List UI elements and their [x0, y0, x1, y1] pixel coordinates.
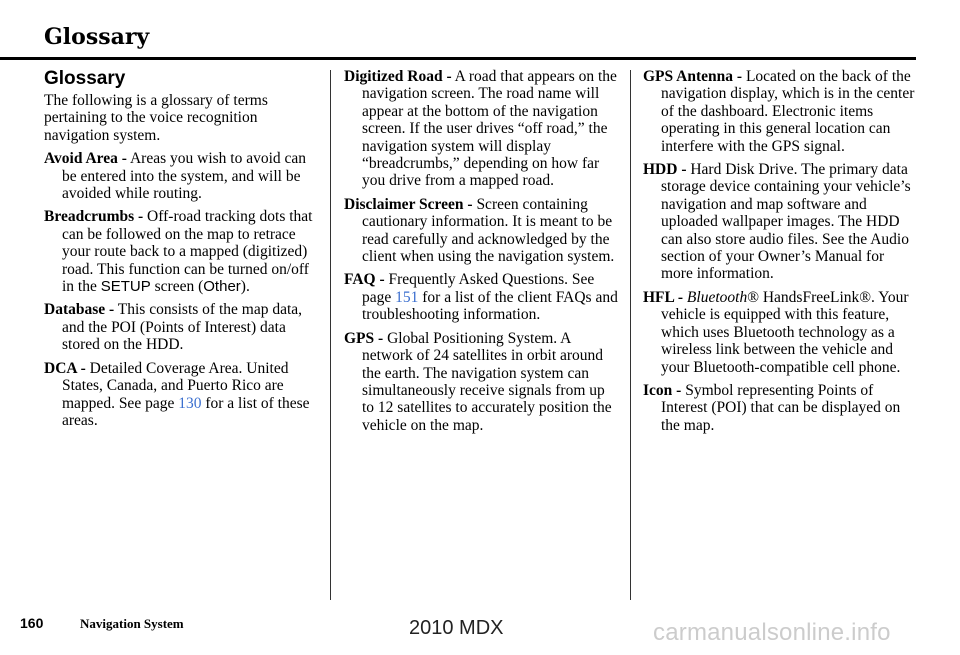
- term-breadcrumbs: Breadcrumbs -: [44, 208, 144, 226]
- definition-hfl: ® HandsFreeLink®. Your vehicle is equipped with this feature, which uses Bluetooth technology as a wireless link between the vehicle and your Bluetooth-compatible cell phone.: [661, 288, 909, 376]
- definition-database: This consists of the map data, and the POI (Points of Interest) data stored on the HDD.: [62, 301, 303, 354]
- footer-label: Navigation System: [80, 616, 184, 631]
- intro-paragraph: The following is a glossary of terms pertaining to the voice recognition navigation system.: [44, 92, 268, 144]
- entry-icon: [643, 382, 919, 434]
- definition-gps-antenna: Located on the back of the navigation display, which is in the center of the dashboard. Electronic items operating in this general location can interfere with the GPS signal.: [661, 68, 915, 155]
- term-hfl: HFL -: [643, 288, 684, 306]
- setup-label: SETUP: [100, 278, 151, 296]
- term-dca: DCA -: [44, 359, 86, 377]
- term-icon: Icon -: [643, 381, 682, 399]
- term-gps: GPS -: [344, 329, 384, 347]
- definition-faq-b: for a list of the client FAQs and troubleshooting information.: [362, 288, 618, 324]
- page-number: 160: [20, 615, 44, 631]
- term-gps-antenna: GPS Antenna -: [643, 68, 743, 85]
- entry-faq: [344, 271, 618, 323]
- definition-icon: Symbol representing Points of Interest (POI) that can be displayed on the map.: [661, 381, 901, 434]
- entry-hdd: [643, 161, 919, 283]
- entry-digitized-road: [344, 68, 618, 190]
- definition-faq: Frequently Asked Questions. See page: [362, 271, 595, 306]
- page-title: Glossary: [44, 24, 150, 50]
- term-hdd: HDD -: [643, 161, 687, 179]
- column-2: [344, 68, 618, 440]
- term-database: Database -: [44, 301, 115, 319]
- entry-hfl: [643, 289, 919, 376]
- column-1: [44, 68, 322, 435]
- definition-breadcrumbs-b: screen (: [150, 278, 204, 296]
- header-rule: [0, 57, 916, 60]
- other-label: Other: [203, 278, 241, 296]
- watermark-model: 2010 MDX: [409, 617, 504, 639]
- column-3: [643, 68, 919, 440]
- page-link-130[interactable]: 130: [178, 394, 202, 412]
- column-divider-2: [630, 70, 631, 600]
- term-digitized-road: Digitized Road -: [344, 68, 452, 85]
- column-divider-1: [330, 70, 331, 600]
- definition-hdd: Hard Disk Drive. The primary data storage device containing your vehicle’s navigation and map software and uploaded wallpaper images. The HDD can also store audio files. See the Audio section of your Owner’s Manual for more information.: [661, 161, 911, 283]
- entry-gps-antenna: [643, 68, 919, 155]
- entry-disclaimer-screen: [344, 196, 618, 266]
- page-link-151[interactable]: 151: [395, 288, 419, 306]
- entry-avoid-area: [44, 150, 322, 202]
- definition-disclaimer-screen: Screen containing cautionary information. It is meant to be read carefully and acknowledged by the client when using the navigation system.: [362, 195, 615, 266]
- definition-breadcrumbs-c: ).: [240, 278, 250, 296]
- definition-digitized-road: A road that appears on the navigation screen. The road name will appear at the bottom of the navigation screen. If the user drives “off road,” the navigation system will display “breadcrumbs,” depending on how far you drive from a mapped road.: [362, 68, 617, 190]
- bluetooth-italic: Bluetooth: [686, 288, 748, 306]
- entry-gps: [344, 330, 618, 434]
- definition-breadcrumbs: Off-road tracking dots that can be followed on the map to retrace your route back to a mapped (digitized) road. This function can be turned on/off in the: [62, 208, 313, 296]
- definition-avoid-area: Areas you wish to avoid can be entered into the system, and will be avoided while routing.: [62, 150, 307, 203]
- section-heading: Glossary: [44, 68, 126, 89]
- definition-dca-b: for a list of these areas.: [62, 394, 310, 429]
- term-avoid-area: Avoid Area -: [44, 150, 127, 168]
- watermark-site: carmanualsonline.info: [653, 619, 891, 646]
- term-disclaimer-screen: Disclaimer Screen -: [344, 195, 473, 213]
- definition-gps: Global Positioning System. A network of 24 satellites in orbit around the earth. The navigation system can simultaneously receive signals from up to 12 satellites to accurately position the vehicle on the map.: [362, 329, 612, 434]
- entry-breadcrumbs: [44, 208, 322, 295]
- entry-dca: [44, 360, 322, 430]
- definition-dca: Detailed Coverage Area. United States, Canada, and Puerto Rico are mapped. See page: [62, 359, 289, 412]
- entry-database: [44, 301, 322, 353]
- term-faq: FAQ -: [344, 271, 385, 289]
